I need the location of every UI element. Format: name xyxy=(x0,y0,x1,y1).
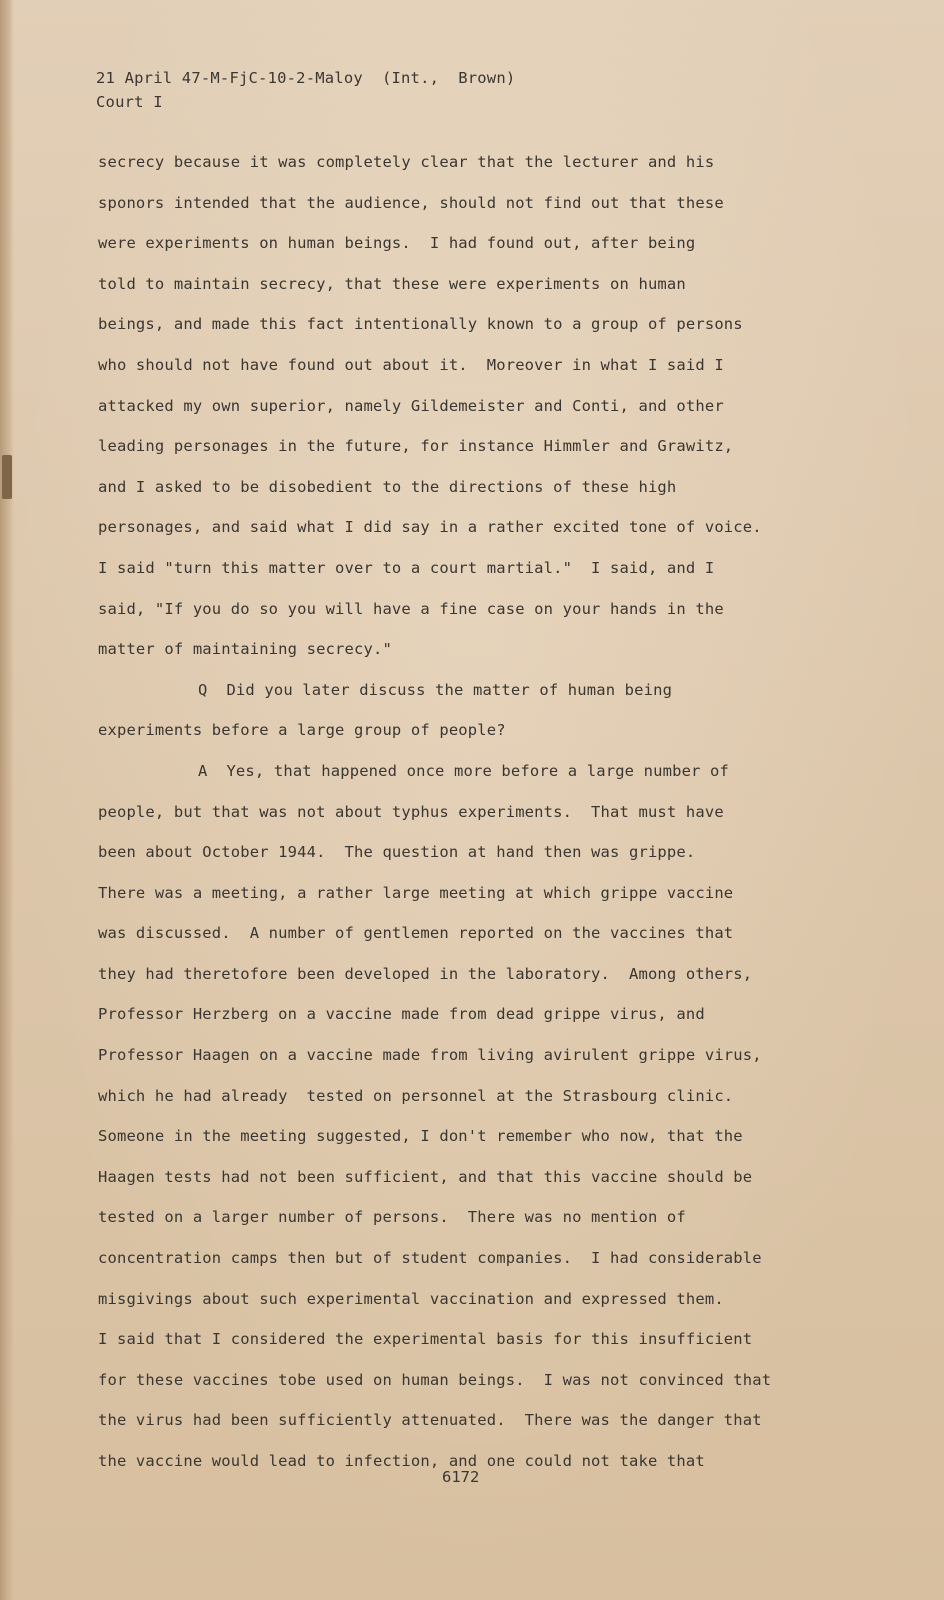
text-line: I said that I considered the experimental basis for this insufficient xyxy=(98,1330,753,1349)
text-line: been about October 1944. The question at hand then was grippe. xyxy=(98,843,696,862)
text-line: I said "turn this matter over to a court martial." I said, and I xyxy=(98,558,715,577)
text-line: told to maintain secrecy, that these were experiments on human xyxy=(98,274,686,293)
header-court-line: Court I xyxy=(96,93,163,111)
text-line: they had theretofore been developed in the laboratory. Among others, xyxy=(98,964,753,983)
binding-hole xyxy=(2,455,12,499)
document-header xyxy=(96,66,515,114)
answer-line: A Yes, that happened once more before a large number of xyxy=(198,761,729,780)
text-line: There was a meeting, a rather large meeting at which grippe vaccine xyxy=(98,883,734,902)
question-line: Q Did you later discuss the matter of human being xyxy=(198,680,673,699)
text-line: secrecy because it was completely clear that the lecturer and his xyxy=(98,153,715,171)
text-line: the virus had been sufficiently attenuated. There was the danger that xyxy=(98,1411,762,1430)
text-line: sponors intended that the audience, should not find out that these xyxy=(98,193,724,212)
page-left-edge xyxy=(0,0,14,1600)
text-line: misgivings about such experimental vaccination and expressed them. xyxy=(98,1289,724,1308)
text-line: matter of maintaining secrecy." xyxy=(98,640,392,659)
text-line: people, but that was not about typhus experiments. That must have xyxy=(98,802,724,821)
text-line: tested on a larger number of persons. There was no mention of xyxy=(98,1208,686,1227)
text-line: Professor Haagen on a vaccine made from living avirulent grippe virus, xyxy=(98,1046,762,1065)
text-line: Haagen tests had not been sufficient, and that this vaccine should be xyxy=(98,1167,753,1186)
text-line: personages, and said what I did say in a rather excited tone of voice. xyxy=(98,518,762,537)
text-line: Someone in the meeting suggested, I don't remember who now, that the xyxy=(98,1127,743,1146)
text-line: were experiments on human beings. I had found out, after being xyxy=(98,234,696,253)
transcript-body xyxy=(98,142,858,1482)
text-line: which he had already tested on personnel at the Strasbourg clinic. xyxy=(98,1086,734,1105)
text-line: experiments before a large group of people? xyxy=(98,721,506,740)
text-line: for these vaccines tobe used on human beings. I was not convinced that xyxy=(98,1370,772,1389)
text-line: was discussed. A number of gentlemen reported on the vaccines that xyxy=(98,924,734,943)
text-line: the vaccine would lead to infection, and one could not take that xyxy=(98,1452,705,1470)
text-line: attacked my own superior, namely Gildemeister and Conti, and other xyxy=(98,396,724,415)
text-line: concentration camps then but of student companies. I had considerable xyxy=(98,1249,762,1268)
text-line: who should not have found out about it. Moreover in what I said I xyxy=(98,355,724,374)
header-reference-line: 21 April 47-M-FjC-10-2-Maloy (Int., Brown) xyxy=(96,69,516,87)
text-line: beings, and made this fact intentionally known to a group of persons xyxy=(98,315,743,334)
page-number: 6172 xyxy=(442,1468,480,1486)
text-line: and I asked to be disobedient to the directions of these high xyxy=(98,477,677,496)
text-line: Professor Herzberg on a vaccine made from dead grippe virus, and xyxy=(98,1005,705,1024)
text-line: said, "If you do so you will have a fine case on your hands in the xyxy=(98,599,724,618)
text-line: leading personages in the future, for instance Himmler and Grawitz, xyxy=(98,437,734,456)
